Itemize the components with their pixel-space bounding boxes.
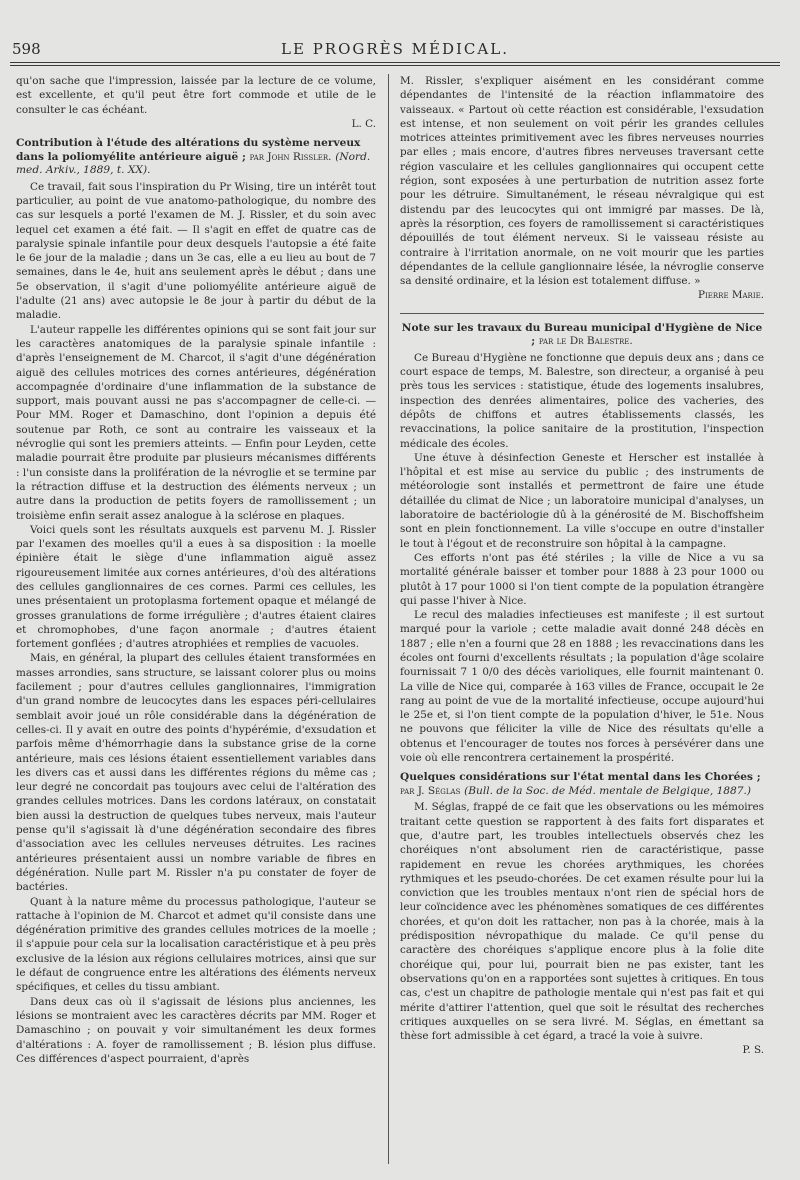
article-reference: (Nord. med. Arkiv., 1889, t. XX).	[16, 150, 371, 177]
journal-title: LE PROGRÈS MÉDICAL.	[281, 40, 509, 58]
paragraph: Ce Bureau d'Hygiène ne fonctionne que depuis deux ans ; dans ce court espace de temps, M. Balestre, son directeur, a organisé à peu près tous les services : statistique, étude des logements insalubres, inspection des denrées alimentaires, police des vacheries, des dépôts de chiffons et autres établissements classés, les revaccinations, la police sanitaire de la prostitution, l'inspection médicale des écoles.	[400, 351, 764, 450]
article-author: par John Rissler.	[249, 150, 332, 163]
article-title-text: Note sur les travaux du Bureau municipal d'Hygiène de Nice ;	[401, 321, 763, 348]
paragraph: Le recul des maladies infectieuses est manifeste ; il est surtout marqué pour la variole ; cette maladie avait donné 248 décès en 1887 ; elle n'en a fourni que 28 en 1888 ; les revaccinations dans les écoles ont fourni d'excellents résultats ; la population d'âge scolaire fournissait 7 1 0/0 des décès varioliques, elle fournit maintenant 0. La ville de Nice qui, comparée à 163 villes de France, occupait le 2e rang au point de vue de la mortalité infectieuse, occupe aujourd'hui le 25e et, si l'on tient compte de la population d'hiver, le 51e. Nous ne pouvons que féliciter la ville de Nice des résultats qu'elle a obtenus et l'encourager de toutes nos forces à persévérer dans une voie où elle rencontrera certainement la prospérité.	[400, 609, 764, 765]
article-author: par le Dr Balestre.	[538, 335, 633, 348]
signature: L. C.	[351, 117, 376, 130]
paragraph: M. Séglas, frappé de ce fait que les observations ou les mémoires traitant cette question se rapportent à des faits fort disparates et que, d'autre part, les troubles intellectuels observés chez les choréiques n'ont absolument rien de caractéristique, passe rapidement en revue les chorées arythmiques, les chorées rythmiques et les pseudo-chorées. De cet examen résulte pour lui la conviction que les troubles mentaux n'ont rien de spécial hors de leur coïncidence avec les phénomènes somatiques de ces différentes chorées, et qu'on doit les rattacher, non pas à la chorée, mais à la prédisposition névropathique du malade. Ce qu'il pense du caractère des choréiques s'applique encore plus à la folie dite choréique qui, pour lui, pourrait bien ne pas exister, tant les observations qu'on en a rapportées sont sujettes à critiques. En tous cas, c'est un chapitre de pathologie mentale qui n'est pas fait et qui mérite d'attirer l'attention, quel que soit le résultat des recherches critiques auxquelles on se sera livré. M. Séglas, en émettant sa thèse fort admissible à cet égard, a tracé la voie à suivre.	[400, 801, 764, 1043]
signature: Pierre Marie.	[698, 289, 764, 302]
paragraph: Voici quels sont les résultats auxquels est parvenu M. J. Rissler par l'examen des moelles qu'il a eues à sa disposition : la moelle épinière était le siège d'une inflammation aiguë assez rigoureusement limitée aux cornes antérieures, d'où des altérations des cellules ganglionnaires de ces cornes. Parmi ces cellules, les unes présentaient un protoplasma fortement opaque et mélangé de grosses granulations de forme irrégulière ; d'autres étaient claires et chromophobes, d'une façon anormale ; d'autres étaient fortement gonflées ; d'autres atrophiées et remplies de vacuoles.	[16, 523, 376, 651]
paragraph: Dans deux cas où il s'agissait de lésions plus anciennes, les lésions se montraient avec les caractères décrits par MM. Roger et Damaschino ; on pouvait y voir simultanément les deux formes d'altérations : A. foyer de ramollissement ; B. lésion plus diffuse. Ces différences d'aspect pourraient, d'après	[16, 995, 376, 1065]
article-title-text: Quelques considérations sur l'état mental dans les Chorées ;	[400, 771, 761, 784]
article-title	[16, 137, 376, 178]
paragraph: qu'on sache que l'impression, laissée par la lecture de ce volume, est excellente, et qu'il peut être fort commode et utile de le consulter le cas échéant.	[16, 75, 376, 116]
left-column	[16, 74, 376, 1164]
paragraph: Ce travail, fait sous l'inspiration du Pr Wising, tire un intérêt tout particulier, au point de vue anatomo-pathologique, du nombre des cas sur lesquels a porté l'examen de M. J. Rissler, et du soin avec lequel cet examen a été fait. — Il s'agit en effet de quatre cas de paralysie spinale infantile pour deux desquels l'autopsie a été faite le 6e jour de la maladie ; dans un 3e cas, elle a eu lieu au bout de 7 semaines, dans le 4e, huit ans seulement après le début ; dans une 5e observation, il s'agit d'une poliomyélite antérieure aiguë de l'adulte (21 ans) avec autopsie le 8e jour à partir du début de la maladie.	[16, 180, 376, 322]
section-separator	[400, 313, 764, 314]
article-title	[400, 322, 764, 349]
paragraph: Ces efforts n'ont pas été stériles ; la ville de Nice a vu sa mortalité générale baisser et tomber pour 1888 à 23 pour 1000 ou plutôt à 17 pour 1000 si l'on tient compte de la population étrangère qui passe l'hiver à Nice.	[400, 551, 764, 607]
column-divider	[388, 74, 389, 1164]
paragraph: L'auteur rappelle les différentes opinions qui se sont fait jour sur les caractères anatomiques de la paralysie spinale infantile : d'après l'enseignement de M. Charcot, il s'agit d'une dégénération aiguë des cellules motrices des cornes antérieures, dégénération accompagnée d'ordinaire d'une inflammation de la substance de support, mais pouvant aussi ne pas s'accompagner de celle-ci. — Pour MM. Roger et Damaschino, dont l'opinion a depuis été soutenue par Roth, ce sont au contraire les vaisseaux et la névroglie qui sont les premiers atteints. — Enfin pour Leyden, cette maladie pourrait être produite par plusieurs mécanismes différents : l'un consiste dans la prolifération de la névroglie et se termine par la rétraction diffuse et la destruction des éléments nerveux ; un autre dans la production de petits foyers de ramollissement ; un troisième enfin serait assez analogue à la sclérose en plaques.	[16, 323, 376, 522]
article-title	[400, 771, 764, 798]
paragraph: Quant à la nature même du processus pathologique, l'auteur se rattache à l'opinion de M. Charcot et admet qu'il consiste dans une dégénération primitive des grandes cellules motrices de la moelle ; il s'appuie pour cela sur la localisation caractéristique et à peu près exclusive de la lésion aux régions cellulaires motrices, ainsi que sur le défaut de congruence entre les altérations des éléments nerveux spécifiques, et celles du tissu ambiant.	[16, 895, 376, 994]
right-column	[400, 74, 764, 1164]
article-reference: (Bull. de la Soc. de Méd. mentale de Belgique, 1887.)	[464, 784, 752, 797]
article-title-text: Contribution à l'étude des altérations du système nerveux dans la poliomyélite antérieure aiguë ;	[16, 137, 361, 163]
header-rule	[10, 65, 780, 66]
page-number: 598	[12, 40, 41, 58]
paragraph: Une étuve à désinfection Geneste et Herscher est installée à l'hôpital et est mise au service du public ; des instruments de météorologie sont installés et permettront de faire une étude détaillée du climat de Nice ; un laboratoire municipal d'analyses, un laboratoire de bactériologie dû à la générosité de M. Bischoffsheim sont en plein fonctionnement. La ville s'occupe en outre d'installer le tout à l'égout et de reconstruire son hôpital à la campagne.	[400, 451, 764, 550]
article-author: par J. Séglas	[400, 784, 461, 797]
signature: P. S.	[742, 1044, 764, 1057]
paragraph: M. Rissler, s'expliquer aisément en les considérant comme dépendantes de l'intensité de la réaction inflammatoire des vaisseaux. « Partout où cette réaction est considérable, l'exsudation est intense, et non seulement on voit périr les grandes cellules motrices atteintes primitivement avec les fibres nerveuses nourries par elles ; mais encore, d'autres fibres nerveuses traversant cette région vasculaire et les cellules ganglionnaires qui occupent cette région, sont exposées à une perturbation de nutrition assez forte pour les détruire. Simultanément, le réseau névralgique qui est distendu par des leucocytes qui ont immigré par masses. De là, après la résorption, ces foyers de ramollissement si caractéristiques dépouillés de tout élément nerveux. Si le vaisseau résiste au contraire à l'irritation anormale, on ne voit mourir que les parties dépendantes de la cellule ganglionnaire lésée, la névroglie conserve sa densité ordinaire, et la lésion est totalement diffuse. »	[400, 75, 764, 288]
header-rule	[10, 62, 780, 63]
page-header	[10, 38, 780, 62]
paragraph: Mais, en général, la plupart des cellules étaient transformées en masses arrondies, sans structure, se laissant colorer plus ou moins facilement ; pour d'autres cellules ganglionnaires, l'immigration d'un grand nombre de leucocytes dans les espaces péri-cellulaires semblait avoir joué un rôle considérable dans la dégénération de celles-ci. Il y avait en outre des points d'hypérémie, d'exsudation et parfois même d'hémorrhagie dans la substance grise de la corne antérieure, mais ces lésions étaient essentiellement variables dans les divers cas et aussi dans les différentes régions du même cas ; leur degré ne concordait pas toujours avec celui de l'altération des grandes cellules motrices. Dans les cordons latéraux, on constatait bien aussi la destruction de quelques tubes nerveux, mais l'auteur pense qu'il s'agissait là d'une dégénération secondaire des fibres d'association avec les cellules nerveuses détruites. Les racines antérieures présentaient aussi un nombre variable de fibres en dégénération. Nulle part M. Rissler n'a pu constater de foyer de bactéries.	[16, 652, 376, 894]
